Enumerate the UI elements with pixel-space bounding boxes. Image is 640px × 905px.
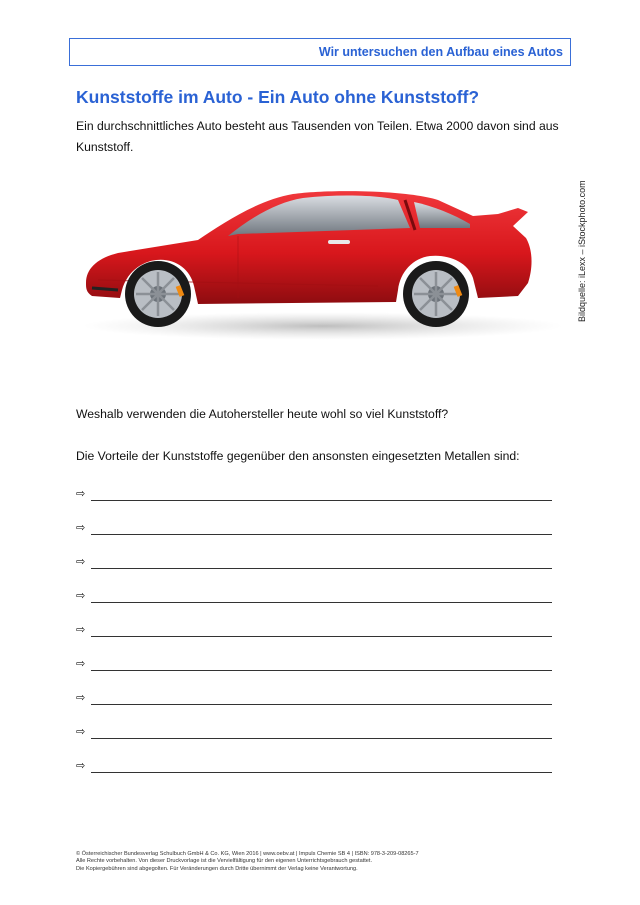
- writing-rule: [91, 602, 552, 603]
- header-box: [69, 38, 571, 66]
- prompt-text: Die Vorteile der Kunststoffe gegenüber den ansonsten eingesetzten Metallen sind:: [76, 449, 520, 463]
- answer-line[interactable]: [76, 487, 552, 521]
- arrow-right-icon: ⇨: [76, 691, 86, 704]
- writing-rule: [91, 772, 552, 773]
- car-image: [78, 178, 563, 343]
- header-title: Wir untersuchen den Aufbau eines Autos: [318, 45, 563, 59]
- writing-rule: [91, 704, 552, 705]
- footer-rights: Alle Rechte vorbehalten. Von dieser Druckvorlage ist die Vervielfältigung für den eigenen Unterrichtsgebrauch gestattet.: [76, 858, 373, 865]
- answer-line[interactable]: [76, 691, 552, 725]
- arrow-right-icon: ⇨: [76, 623, 86, 636]
- answer-line[interactable]: [76, 759, 552, 793]
- arrow-right-icon: ⇨: [76, 657, 86, 670]
- answer-line[interactable]: [76, 555, 552, 589]
- writing-rule: [91, 534, 552, 535]
- intro-text: Ein durchschnittliches Auto besteht aus Tausenden von Teilen. Etwa 2000 davon sind aus Kunststoff.: [76, 119, 559, 154]
- arrow-right-icon: ⇨: [76, 555, 86, 568]
- writing-rule: [91, 568, 552, 569]
- arrow-right-icon: ⇨: [76, 487, 86, 500]
- answer-line[interactable]: [76, 521, 552, 555]
- answer-line[interactable]: [76, 589, 552, 623]
- answer-lines: [76, 487, 552, 793]
- arrow-right-icon: ⇨: [76, 521, 86, 534]
- answer-line[interactable]: [76, 657, 552, 691]
- writing-rule: [91, 670, 552, 671]
- footer-copyright: © Österreichischer Bundesverlag Schulbuch GmbH & Co. KG, Wien 2016 | www.oebv.at | Impuls Chemie SB 4 | ISBN: 978-3-209-08265-7: [76, 851, 419, 857]
- answer-line[interactable]: [76, 623, 552, 657]
- answer-line[interactable]: [76, 725, 552, 759]
- writing-rule: [91, 500, 552, 501]
- writing-rule: [91, 738, 552, 739]
- image-credit: Bildquelle: iLexx – iStockphoto.com: [577, 180, 587, 322]
- arrow-right-icon: ⇨: [76, 759, 86, 772]
- writing-rule: [91, 636, 552, 637]
- footer: [76, 851, 596, 873]
- footer-disclaimer: Die Kopiergebühren sind abgegolten. Für Veränderungen durch Dritte übernimmt der Verlag keine Verantwortung.: [76, 865, 358, 872]
- arrow-right-icon: ⇨: [76, 589, 86, 602]
- page-title: Kunststoffe im Auto - Ein Auto ohne Kunststoff?: [76, 87, 480, 107]
- arrow-right-icon: ⇨: [76, 725, 86, 738]
- question-text: Weshalb verwenden die Autohersteller heute wohl so viel Kunststoff?: [76, 407, 449, 421]
